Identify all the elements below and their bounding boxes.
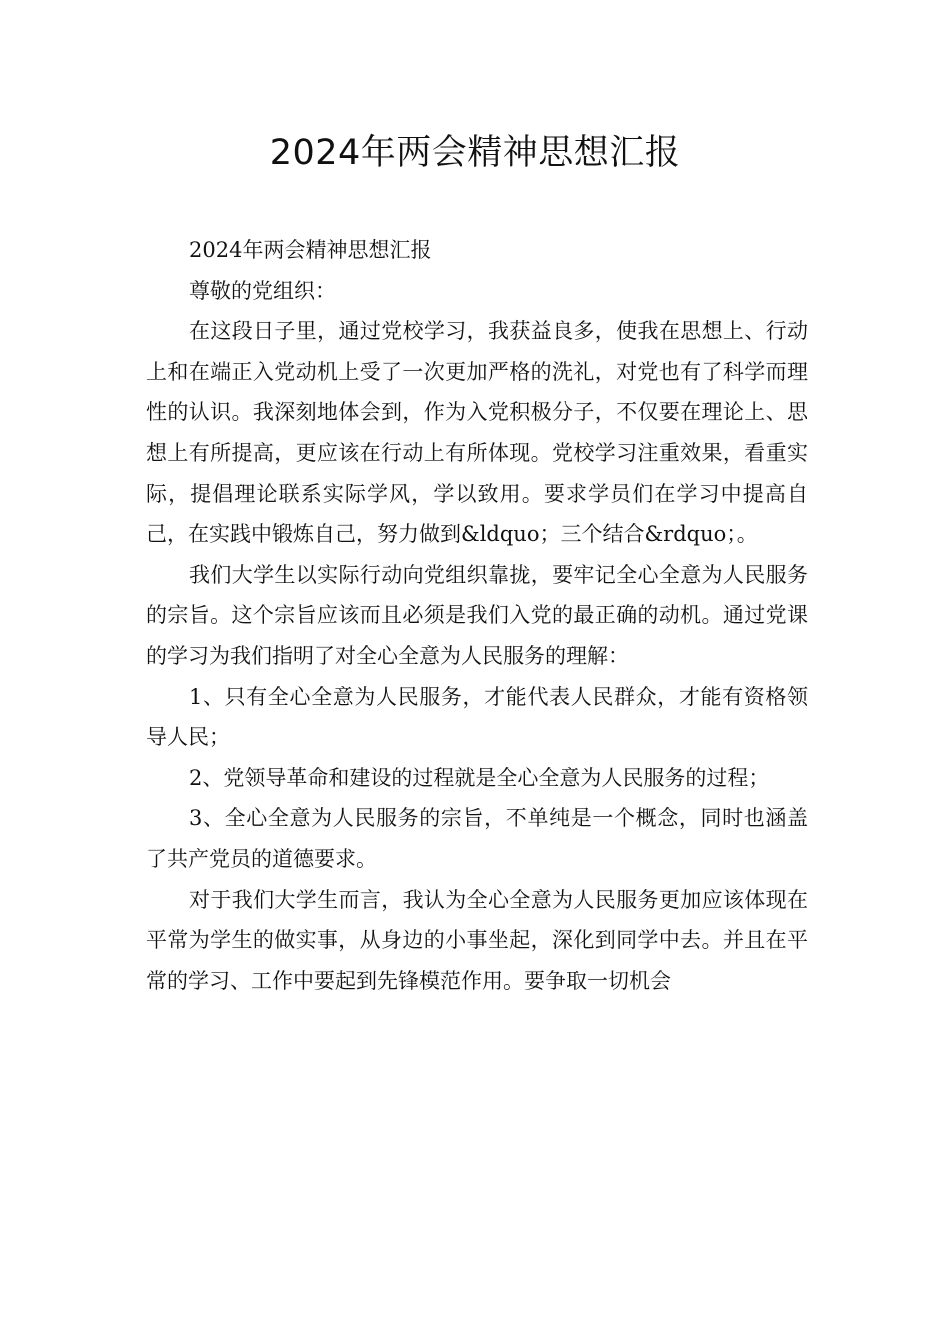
list-item-2: 2、党领导革命和建设的过程就是全心全意为人民服务的过程； (189, 765, 770, 790)
paragraph-subtitle: 2024年两会精神思想汇报 (189, 238, 432, 262)
document-body (146, 230, 808, 1001)
paragraph-students: 对于我们大学生而言，我认为全心全意为人民服务更加应该体现在平常为学生的做实事，从身边的小事坐起，深化到同学中去。并且在平常的学习、工作中要起到先锋模范作用。要争取一切机会 (146, 887, 808, 993)
list-item-1: 1、只有全心全意为人民服务，才能代表人民群众，才能有资格领导人民； (146, 684, 808, 750)
list-item-3: 3、全心全意为人民服务的宗旨，不单纯是一个概念，同时也涵盖了共产党员的道德要求。 (146, 806, 808, 871)
paragraph-salutation: 尊敬的党组织： (189, 278, 336, 303)
paragraph-serve-people: 我们大学生以实际行动向党组织靠拢，要牢记全心全意为人民服务的宗旨。这个宗旨应该而且必须是我们入党的最正确的动机。通过党课的学习为我们指明了对全心全意为人民服务的理解： (146, 562, 808, 668)
document-title: 2024年两会精神思想汇报 (269, 133, 681, 173)
paragraph-study-experience: 在这段日子里，通过党校学习，我获益良多，使我在思想上、行动上和在端正入党动机上受了一次更加严格的洗礼，对党也有了科学而理性的认识。我深刻地体会到，作为入党积极分子，不仅要在理论上、思想上有所提高，更应该在行动上有所体现。党校学习注重效果，看重实际，提倡理论联系实际学风，学以致用。要求学员们在学习中提高自己，在实践中锻炼自己，努力做到&ldquo；三个结合&rdquo；。 (146, 319, 808, 547)
